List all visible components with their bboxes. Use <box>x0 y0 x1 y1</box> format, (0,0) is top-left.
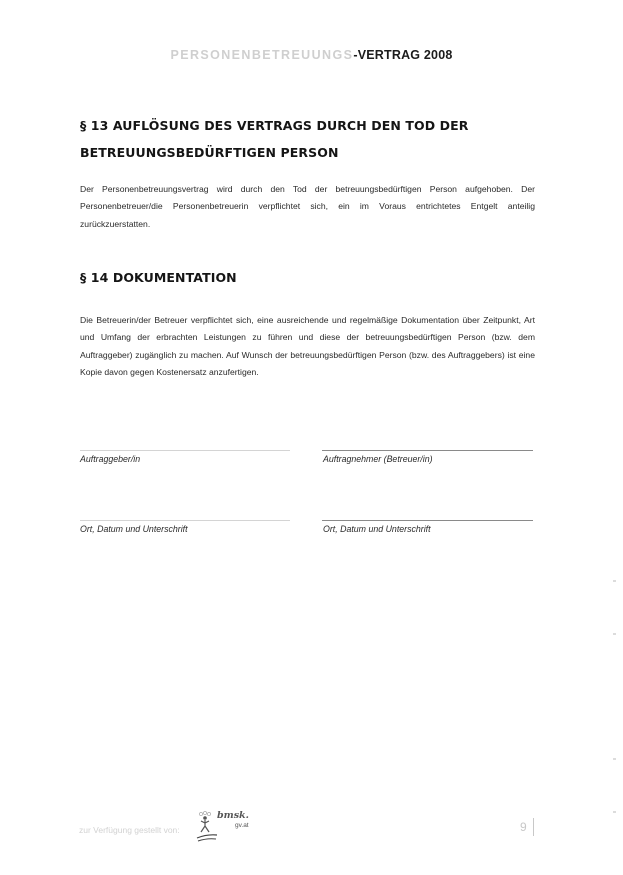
scan-mark <box>613 633 616 635</box>
scan-mark <box>613 758 616 760</box>
contractor-place-date-line <box>322 520 533 521</box>
client-place-date-line <box>80 520 290 521</box>
section-14-heading <box>80 264 237 291</box>
section-14-heading-line1: § 14 DOKUMENTATION <box>80 270 237 285</box>
contractor-place-date-label: Ort, Datum und Unterschrift <box>323 524 431 534</box>
scan-mark <box>613 580 616 582</box>
footer-provided-by: zur Verfügung gestellt von: <box>79 825 180 835</box>
section-13-heading-line2: BETREUUNGSBEDÜRFTIGEN PERSON <box>80 145 339 160</box>
client-label: Auftraggeber/in <box>80 454 141 464</box>
contractor-signature-line <box>322 450 533 451</box>
page-header <box>0 48 623 62</box>
header-title-light: PERSONENBETREUUNGS <box>170 48 354 62</box>
section-13-heading <box>80 112 468 166</box>
bmsk-logo <box>195 810 275 844</box>
client-signature-line <box>80 450 290 451</box>
section-13-body: Der Personenbetreuungsvertrag wird durch den Tod der betreuungsbedürftigen Person aufgehoben. Der Personenbetreuer/die Personenbetreuerin verpflichtet sich, ein im Voraus entrichtetes Entgelt anteilig zurückzuerstatten. <box>80 184 535 229</box>
page-number-divider <box>533 818 534 836</box>
logo-brand: bmsk. <box>217 810 249 821</box>
section-14-body: Die Betreuerin/der Betreuer verpflichtet sich, eine ausreichende und regelmäßige Dokumentation über Zeitpunkt, Art und Umfang der erbrachten Leistungen zu führen und diese der betreuungsbedürftigen Person (bzw. dem Auftraggeber) zugänglich zu machen. Auf Wunsch der betreuungsbedürftigen Person (bzw. des Auftraggebers) ist eine Kopie davon gegen Kostenersatz anzufertigen. <box>80 315 535 378</box>
client-place-date-label: Ort, Datum und Unterschrift <box>80 524 188 534</box>
logo-domain: gv.at <box>235 822 249 829</box>
contractor-label: Auftragnehmer (Betreuer/in) <box>323 454 433 464</box>
page-number: 9 <box>520 820 527 834</box>
bmsk-logo-figure-icon <box>195 810 219 844</box>
header-title-dark: -VERTRAG 2008 <box>353 48 453 62</box>
section-13-heading-line1: § 13 AUFLÖSUNG DES VERTRAGS DURCH DEN TOD DER <box>80 118 469 133</box>
scan-mark <box>613 811 616 813</box>
